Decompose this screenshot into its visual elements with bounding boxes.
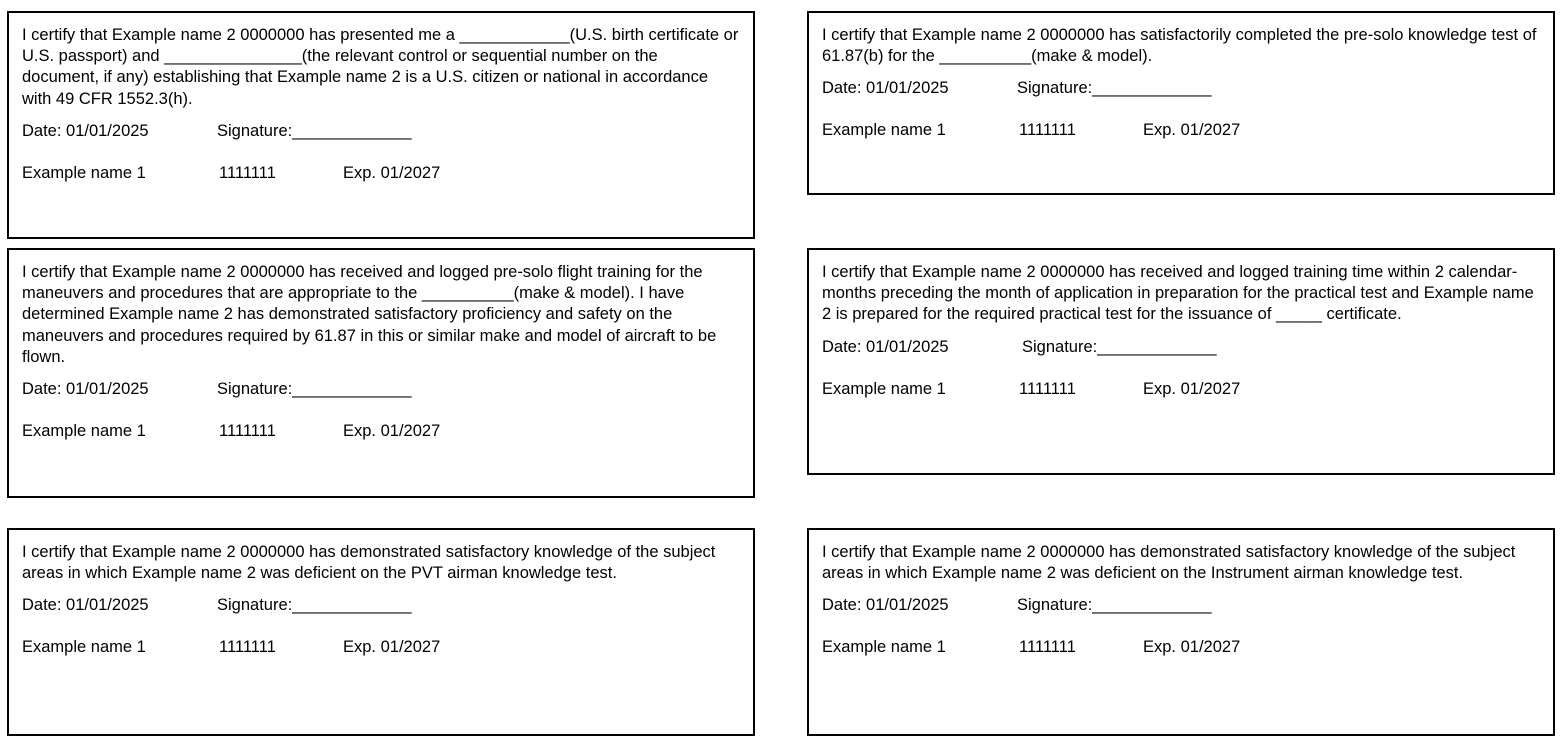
instructor-name: Example name 1 — [822, 121, 946, 140]
signature-line: Signature:_____________ — [217, 121, 412, 140]
endorsement-date: Date: 01/01/2025 — [22, 380, 149, 399]
certificate-expiration: Exp. 01/2027 — [1143, 379, 1241, 398]
date-signature-row — [822, 77, 1539, 99]
endorsement-card-citizenship — [7, 11, 755, 239]
endorsement-card-presolo-knowledge — [807, 11, 1555, 195]
instructor-row — [22, 162, 739, 184]
date-signature-row — [822, 336, 1539, 358]
endorsement-text: I certify that Example name 2 0000000 has received and logged pre-solo flight training for the maneuvers and procedures that are appropriate to the __________(make & model). I have determined Example name 2 has demonstrated satisfactory proficiency and safety on the maneuvers and procedures required by 61.87 in this or similar make and model of aircraft to be flown. — [22, 263, 717, 366]
date-signature-row — [22, 378, 739, 400]
instructor-row — [22, 420, 739, 442]
instructor-name: Example name 1 — [822, 638, 946, 657]
endorsement-date: Date: 01/01/2025 — [822, 596, 949, 615]
endorsement-date: Date: 01/01/2025 — [822, 337, 949, 356]
instructor-row — [22, 636, 739, 658]
certificate-number: 1111111 — [1019, 379, 1076, 398]
certificate-expiration: Exp. 01/2027 — [343, 422, 441, 441]
endorsement-text: I certify that Example name 2 0000000 has satisfactorily completed the pre-solo knowledge test of 61.87(b) for the __________(make & model). — [822, 26, 1537, 66]
endorsement-date: Date: 01/01/2025 — [22, 596, 149, 615]
endorsement-text: I certify that Example name 2 0000000 has presented me a ____________(U.S. birth certificate or U.S. passport) and _______________(the relevant control or sequential number on the document, if any) establishing that Example name 2 is a U.S. citizen or national in accordance with 49 CFR 1552.3(h). — [22, 26, 739, 108]
signature-line: Signature:_____________ — [1022, 337, 1217, 356]
certificate-expiration: Exp. 01/2027 — [343, 638, 441, 657]
instructor-name: Example name 1 — [822, 379, 946, 398]
endorsement-date: Date: 01/01/2025 — [22, 121, 149, 140]
certificate-number: 1111111 — [219, 638, 276, 657]
endorsement-card-pvt-knowledge-deficiency — [7, 528, 755, 736]
date-signature-row — [22, 594, 739, 616]
signature-line: Signature:_____________ — [217, 596, 412, 615]
instructor-name: Example name 1 — [22, 422, 146, 441]
certificate-number: 1111111 — [219, 163, 276, 182]
certificate-expiration: Exp. 01/2027 — [1143, 121, 1241, 140]
certificate-expiration: Exp. 01/2027 — [1143, 638, 1241, 657]
certificate-expiration: Exp. 01/2027 — [343, 163, 441, 182]
date-signature-row — [822, 594, 1539, 616]
date-signature-row — [22, 120, 739, 142]
instructor-row — [822, 636, 1539, 658]
signature-line: Signature:_____________ — [1017, 79, 1212, 98]
instructor-name: Example name 1 — [22, 163, 146, 182]
instructor-row — [822, 119, 1539, 141]
endorsement-card-instrument-knowledge-deficiency — [807, 528, 1555, 736]
signature-line: Signature:_____________ — [217, 380, 412, 399]
certificate-number: 1111111 — [1019, 121, 1076, 140]
endorsement-date: Date: 01/01/2025 — [822, 79, 949, 98]
endorsement-text: I certify that Example name 2 0000000 has demonstrated satisfactory knowledge of the subject areas in which Example name 2 was deficient on the PVT airman knowledge test. — [22, 543, 716, 583]
instructor-row — [822, 378, 1539, 400]
certificate-number: 1111111 — [1019, 638, 1076, 657]
endorsement-text: I certify that Example name 2 0000000 has received and logged training time within 2 calendar-months preceding the month of application in preparation for the practical test and Example name 2 is prepared for the required practical test for the issuance of _____ certificate. — [822, 263, 1534, 324]
endorsement-card-practical-test — [807, 248, 1555, 475]
endorsement-card-presolo-flight-training — [7, 248, 755, 498]
endorsement-text: I certify that Example name 2 0000000 has demonstrated satisfactory knowledge of the subject areas in which Example name 2 was deficient on the Instrument airman knowledge test. — [822, 543, 1516, 583]
certificate-number: 1111111 — [219, 422, 276, 441]
signature-line: Signature:_____________ — [1017, 596, 1212, 615]
instructor-name: Example name 1 — [22, 638, 146, 657]
